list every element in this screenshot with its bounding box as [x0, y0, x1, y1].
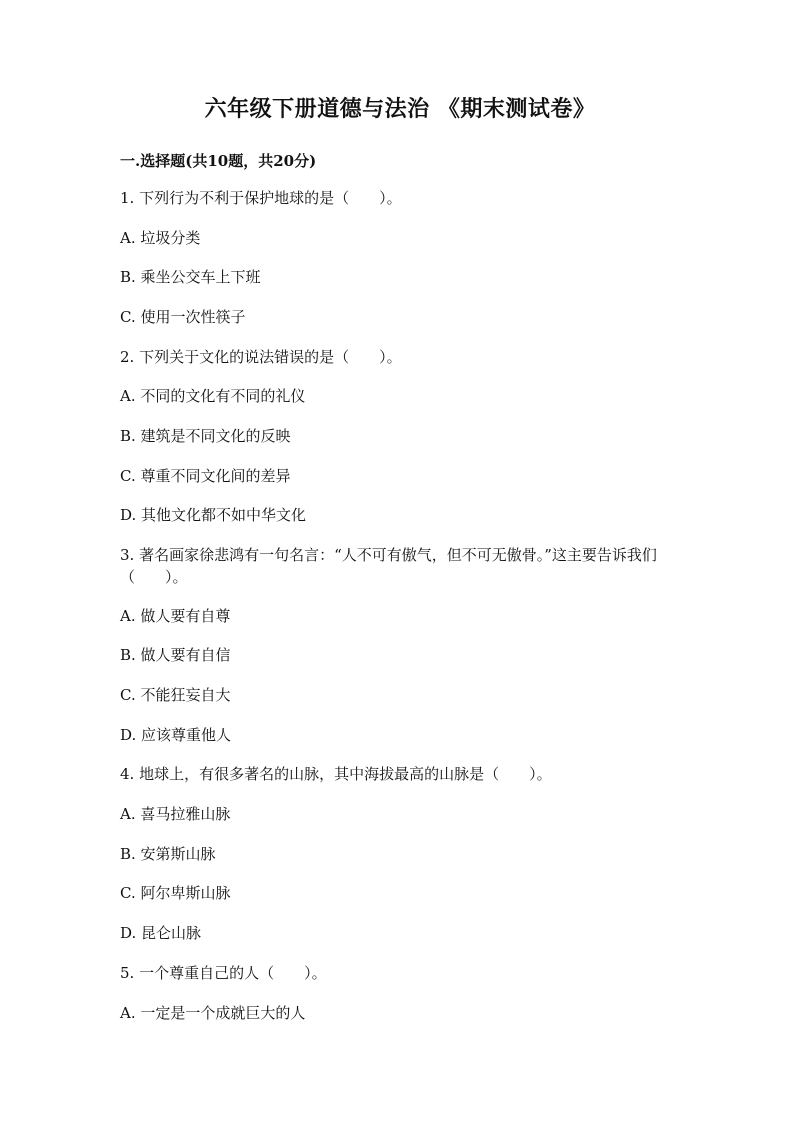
question-5-stem: 5. 一个尊重自己的人（ ）。: [120, 964, 327, 982]
question-3-option-d: D. 应该尊重他人: [120, 726, 232, 744]
question-2-option-a: A. 不同的文化有不同的礼仪: [120, 387, 306, 405]
question-2-option-d: D. 其他文化都不如中华文化: [120, 506, 307, 524]
question-1-option-b: B. 乘坐公交车上下班: [120, 268, 261, 286]
question-3-option-c: C. 不能狂妄自大: [120, 686, 231, 704]
question-2-option-b: B. 建筑是不同文化的反映: [120, 427, 291, 445]
question-3-option-a: A. 做人要有自尊: [120, 607, 231, 625]
question-1-option-a: A. 垃圾分类: [120, 229, 201, 247]
question-1-stem: 1. 下列行为不利于保护地球的是（ ）。: [120, 189, 402, 207]
question-1-option-c: C. 使用一次性筷子: [120, 308, 246, 326]
question-4-option-b: B. 安第斯山脉: [120, 845, 216, 863]
question-2-stem: 2. 下列关于文化的说法错误的是（ ）。: [120, 348, 402, 366]
question-4-option-d: D. 昆仑山脉: [120, 924, 202, 942]
question-4-option-c: C. 阿尔卑斯山脉: [120, 884, 231, 902]
section-heading: 一.选择题(共10题，共20分): [120, 152, 317, 170]
question-3-stem: 3. 著名画家徐悲鸿有一句名言：“人不可有傲气，但不可无傲骨。”这主要告诉我们（ ）。: [120, 546, 657, 586]
question-2-option-c: C. 尊重不同文化间的差异: [120, 467, 291, 485]
question-4-stem: 4. 地球上，有很多著名的山脉，其中海拔最高的山脉是（ ）。: [120, 765, 552, 783]
question-4-option-a: A. 喜马拉雅山脉: [120, 805, 231, 823]
page-title: 六年级下册道德与法治 《期末测试卷》: [204, 96, 596, 122]
question-3-option-b: B. 做人要有自信: [120, 646, 231, 664]
question-5-option-a: A. 一定是一个成就巨大的人: [120, 1004, 306, 1022]
